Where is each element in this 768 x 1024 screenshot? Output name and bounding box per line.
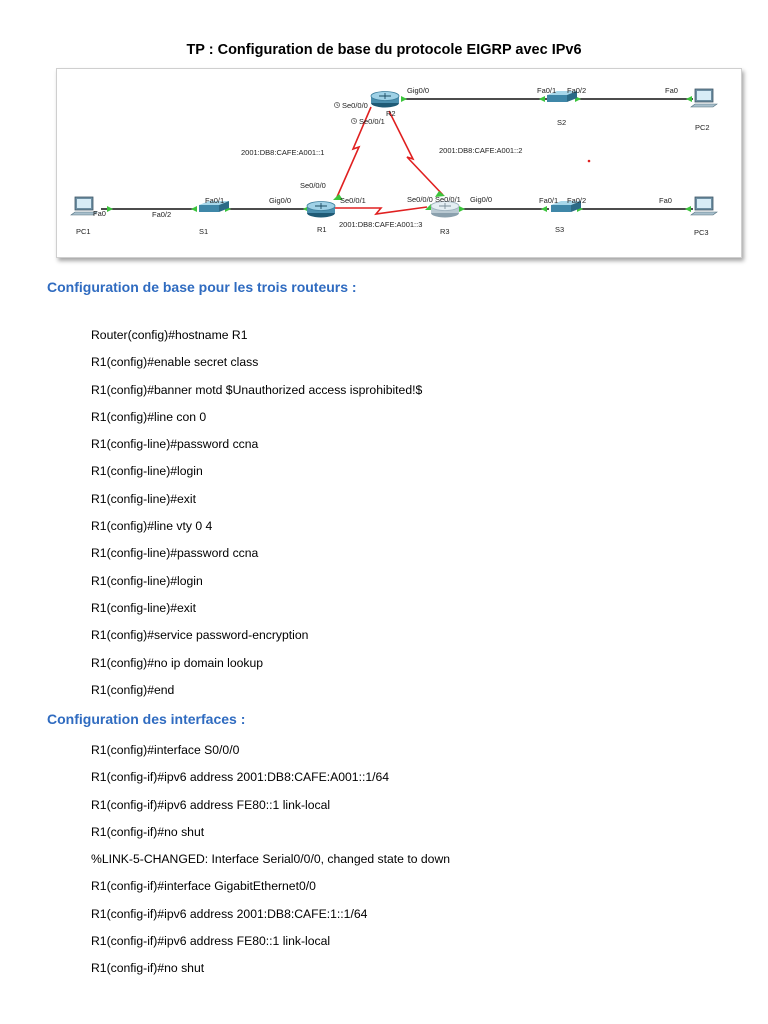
iface-s3-fa02: Fa0/2	[567, 196, 587, 205]
iface-s2-fa01: Fa0/1	[537, 86, 557, 95]
address-r1-r3: 2001:DB8:CAFE:A001::3	[339, 220, 423, 229]
router-r2-icon[interactable]	[371, 92, 399, 108]
topology-canvas	[57, 69, 741, 257]
serial-link-r1-r3	[335, 207, 427, 214]
label-pc1: PC1	[76, 227, 91, 236]
command-line: R1(config-if)#no shut	[91, 961, 205, 976]
command-line: R1(config)#line con 0	[91, 409, 207, 424]
command-line: R1(config)#enable secret class	[91, 355, 259, 370]
label-s1: S1	[199, 227, 209, 236]
iface-r3-se000: Se0/0/0	[407, 195, 433, 204]
iface-pc1-fa0: Fa0	[93, 209, 106, 218]
clock-icon	[351, 118, 356, 123]
command-line: R1(config-if)#ipv6 address FE80::1 link-local	[91, 797, 331, 812]
iface-s1-fa01: Fa0/1	[205, 196, 225, 205]
iface-pc3-fa0: Fa0	[659, 196, 672, 205]
iface-r2-se001: Se0/0/1	[359, 117, 385, 126]
link-up-marker	[107, 206, 113, 212]
iface-r3-gig00: Gig0/0	[470, 195, 493, 204]
address-r1-r2: 2001:DB8:CAFE:A001::1	[241, 148, 325, 157]
command-line: R1(config-if)#interface GigabitEthernet0/0	[91, 879, 316, 894]
label-r3: R3	[440, 227, 450, 236]
iface-pc2-fa0: Fa0	[665, 86, 678, 95]
command-line: R1(config-line)#login	[91, 573, 203, 588]
iface-r2-se000: Se0/0/0	[342, 101, 368, 110]
link-up-marker	[539, 96, 545, 102]
link-up-marker	[459, 206, 465, 212]
link-up-marker	[541, 206, 547, 212]
command-line: R1(config-if)#ipv6 address FE80::1 link-local	[91, 934, 331, 949]
command-line: R1(config-line)#password ccna	[91, 437, 259, 452]
document-title: TP : Configuration de base du protocole EIGRP avec IPv6	[186, 42, 582, 58]
command-line: R1(config-if)#ipv6 address 2001:DB8:CAFE:A001::1/64	[91, 770, 390, 785]
command-line: R1(config)#no ip domain lookup	[91, 655, 264, 670]
section-heading-interfaces: Configuration des interfaces :	[47, 711, 246, 727]
command-line: R1(config)#end	[91, 682, 175, 697]
iface-s3-fa01: Fa0/1	[539, 196, 559, 205]
command-line: Router(config)#hostname R1	[91, 328, 248, 342]
command-line: R1(config-if)#ipv6 address 2001:DB8:CAFE:1::1/64	[91, 906, 368, 921]
label-pc2: PC2	[695, 123, 710, 132]
command-line: R1(config-line)#exit	[91, 491, 196, 506]
section-heading-routers: Configuration de base pour les trois routeurs :	[47, 279, 357, 295]
label-s2: S2	[557, 118, 567, 127]
command-list-basic	[91, 328, 422, 710]
iface-s1-fa02: Fa0/2	[152, 210, 172, 219]
command-line: R1(config)#banner motd $Unauthorized access isprohibited!$	[91, 382, 423, 397]
command-line: R1(config-if)#no shut	[91, 824, 205, 839]
serial-link-r2-r3	[389, 111, 443, 195]
iface-r1-gig00: Gig0/0	[269, 196, 292, 205]
command-line: R1(config)#service password-encryption	[91, 628, 309, 643]
link-up-marker	[401, 96, 407, 102]
command-line: R1(config-line)#password ccna	[91, 546, 259, 561]
iface-s2-fa02: Fa0/2	[567, 86, 587, 95]
command-line: %LINK-5-CHANGED: Interface Serial0/0/0, changed state to down	[91, 852, 451, 867]
iface-r2-gig00: Gig0/0	[407, 86, 430, 95]
link-up-marker	[686, 96, 692, 102]
command-line: R1(config-line)#exit	[91, 600, 196, 615]
pc3-icon[interactable]	[691, 197, 717, 215]
red-dot	[588, 160, 591, 163]
clock-icon	[334, 102, 339, 107]
command-list-interfaces	[91, 743, 450, 989]
iface-r1-se001: Se0/0/1	[340, 196, 366, 205]
link-up-marker	[685, 206, 691, 212]
iface-r1-se000: Se0/0/0	[300, 181, 326, 190]
router-r1-icon[interactable]	[307, 202, 335, 218]
label-r2: R2	[386, 109, 396, 118]
label-pc3: PC3	[694, 228, 709, 237]
network-topology-diagram	[56, 68, 742, 258]
label-s3: S3	[555, 225, 565, 234]
link-up-marker	[191, 206, 197, 212]
command-line: R1(config)#line vty 0 4	[91, 519, 213, 534]
command-line: R1(config-line)#login	[91, 464, 203, 479]
command-line: R1(config)#interface S0/0/0	[91, 743, 240, 757]
address-r2-r3: 2001:DB8:CAFE:A001::2	[439, 146, 523, 155]
pc2-icon[interactable]	[691, 89, 717, 107]
iface-r3-se001: Se0/0/1	[435, 195, 461, 204]
label-r1: R1	[317, 225, 327, 234]
